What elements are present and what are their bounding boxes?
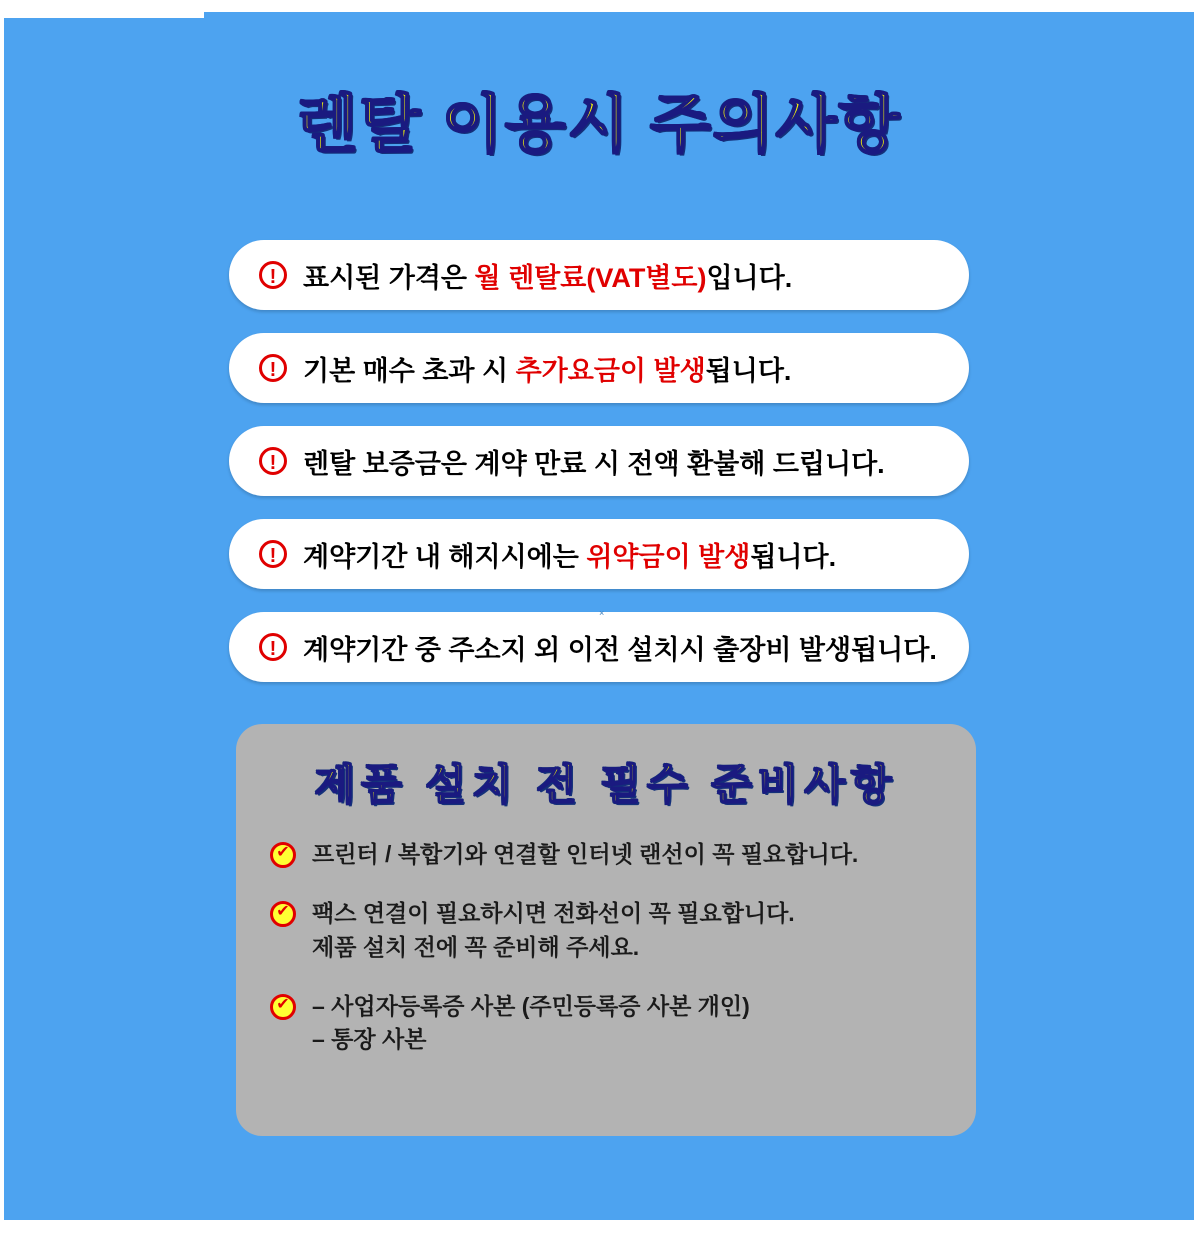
list-item bbox=[229, 333, 969, 403]
notice-text-highlight: 위약금이 발생 bbox=[586, 541, 751, 572]
list-item bbox=[229, 519, 969, 589]
page-title: 렌탈 이용시 주의사항 bbox=[296, 90, 902, 160]
list-item bbox=[229, 612, 969, 682]
check-icon bbox=[270, 994, 296, 1020]
notice-text-after: 입니다. bbox=[706, 262, 793, 293]
preparation-line-2: 제품 설치 전에 꼭 준비해 주세요. bbox=[312, 933, 640, 960]
list-item bbox=[229, 240, 969, 310]
preparation-title: 제품 설치 전 필수 준비사항 bbox=[314, 761, 898, 808]
preparation-text bbox=[312, 897, 795, 964]
preparation-list bbox=[270, 838, 942, 1057]
preparation-line-1: 프린터 / 복합기와 연결할 인터넷 랜선이 꼭 필요합니다. bbox=[312, 841, 859, 867]
preparation-text bbox=[312, 990, 750, 1057]
preparation-box bbox=[236, 724, 976, 1136]
preparation-line-1: – 사업자등록증 사본 (주민등록증 사본 개인) bbox=[312, 993, 750, 1020]
list-item bbox=[270, 897, 942, 964]
notice-text-after: 됩니다. bbox=[705, 355, 792, 386]
exclamation-icon: ! bbox=[259, 633, 287, 661]
check-icon bbox=[270, 842, 296, 868]
list-item bbox=[270, 838, 942, 871]
notice-text bbox=[303, 628, 937, 667]
tiny-mark: × bbox=[599, 608, 605, 618]
notice-text-highlight: 추가요금이 발생 bbox=[515, 355, 706, 386]
notice-text-after: 됩니다. bbox=[750, 541, 837, 572]
preparation-line-1: 팩스 연결이 필요하시면 전화선이 꼭 필요합니다. bbox=[312, 900, 795, 927]
poster-body bbox=[4, 4, 1194, 1220]
preparation-line-2: – 통장 사본 bbox=[312, 1026, 427, 1053]
notice-text-before: 기본 매수 초과 시 bbox=[303, 355, 516, 386]
exclamation-icon: ! bbox=[259, 354, 287, 382]
exclamation-icon: ! bbox=[259, 540, 287, 568]
list-item bbox=[229, 426, 969, 496]
notice-text bbox=[303, 442, 885, 481]
notice-text-before: 렌탈 보증금은 계약 만료 시 전액 환불해 드립니다. bbox=[303, 448, 885, 479]
notice-text-before: 계약기간 중 주소지 외 이전 설치시 출장비 발생됩니다. bbox=[303, 634, 937, 665]
notice-text-before: 표시된 가격은 bbox=[303, 262, 475, 293]
notice-text-highlight: 월 렌탈료(VAT별도) bbox=[474, 262, 707, 293]
notice-text bbox=[303, 535, 836, 574]
notice-text-before: 계약기간 내 해지시에는 bbox=[303, 541, 587, 572]
exclamation-icon: ! bbox=[259, 447, 287, 475]
list-item bbox=[270, 990, 942, 1057]
top-white-strip bbox=[4, 8, 204, 18]
exclamation-icon: ! bbox=[259, 261, 287, 289]
preparation-text bbox=[312, 838, 858, 871]
notice-text bbox=[303, 349, 791, 388]
notice-text bbox=[303, 256, 792, 295]
notice-list bbox=[4, 240, 1194, 705]
check-icon bbox=[270, 901, 296, 927]
